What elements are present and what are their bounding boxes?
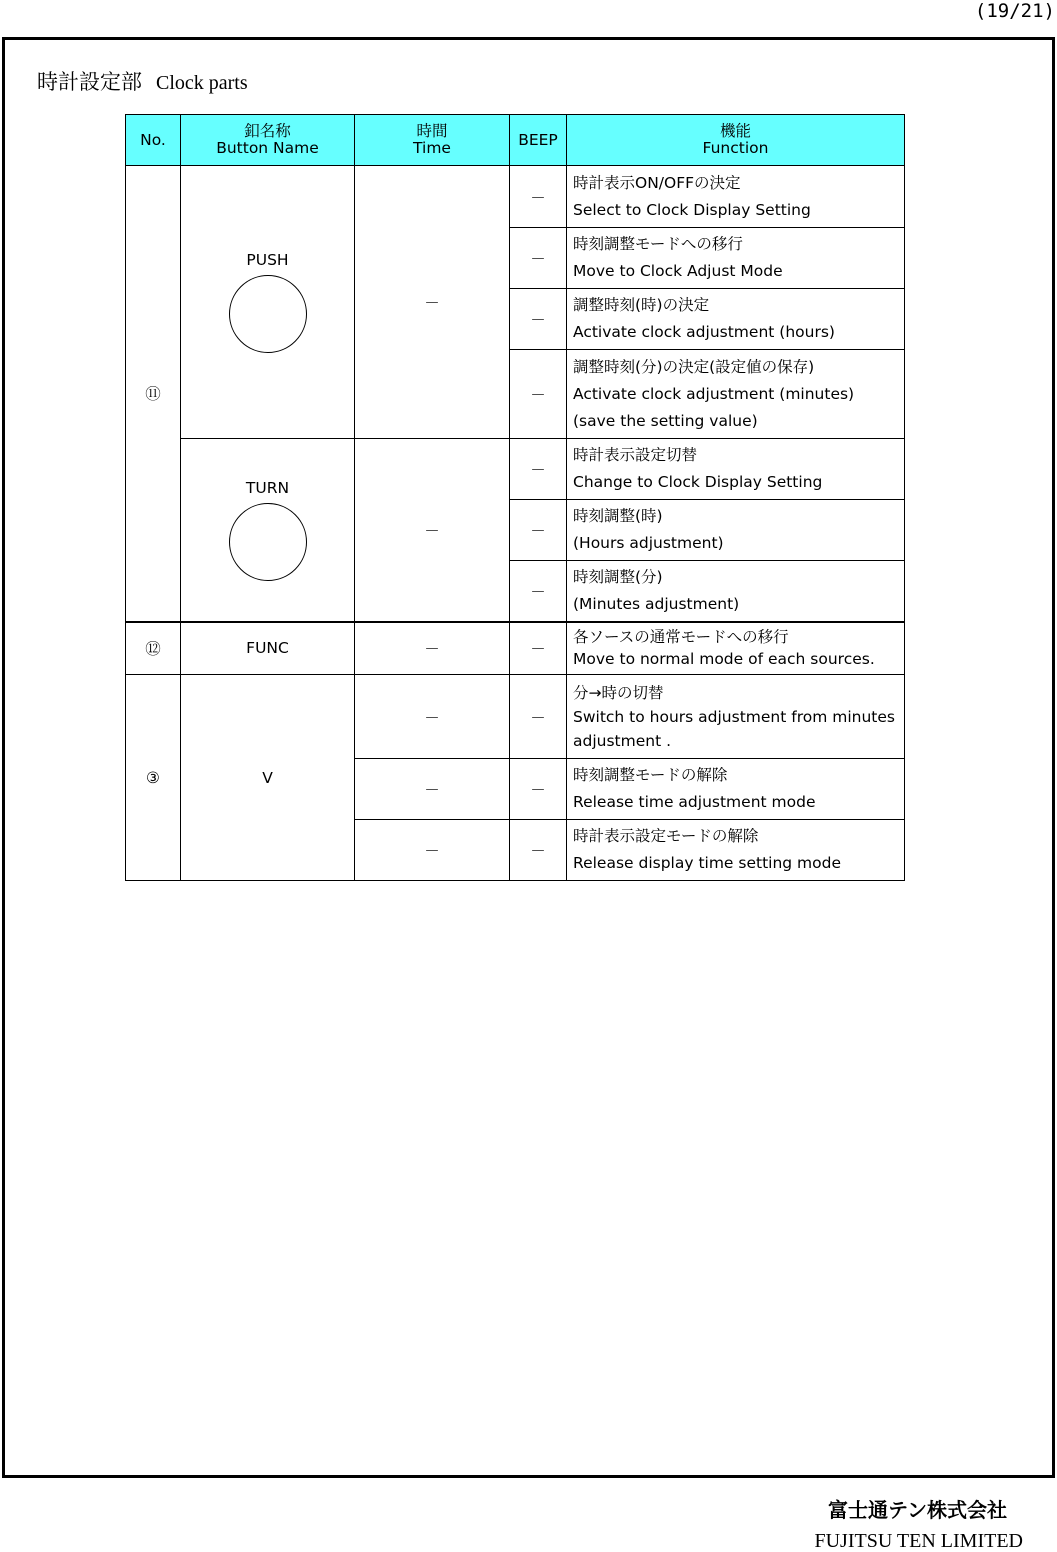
header-function-en: Function: [702, 139, 769, 157]
function-cell: [567, 622, 905, 675]
table-row: [126, 166, 905, 228]
function-cell: [567, 759, 905, 820]
button-name: PUSH: [246, 251, 289, 269]
time-cell: －: [355, 166, 510, 439]
time-cell: －: [355, 439, 510, 622]
header-beep: BEEP: [510, 115, 567, 166]
header-time: [355, 115, 510, 166]
header-button-ja: 釦名称: [244, 122, 291, 140]
group-no: ⑫: [126, 622, 181, 675]
function-cell: [567, 820, 905, 881]
function-ja: 時刻調整モードへの移行: [573, 235, 743, 253]
beep-cell: －: [510, 622, 567, 675]
header-button-en: Button Name: [216, 139, 319, 157]
group-no: ⑪: [126, 166, 181, 622]
knob-circle-icon: [229, 503, 307, 581]
header-time-en: Time: [413, 139, 451, 157]
section-title: [37, 66, 248, 96]
function-en: Release display time setting mode: [573, 854, 842, 872]
function-ja: 時刻調整モードの解除: [573, 766, 728, 784]
function-en: Activate clock adjustment (hours): [573, 323, 835, 341]
header-function-ja: 機能: [719, 122, 751, 140]
function-ja: 時計表示設定切替: [573, 446, 698, 464]
function-ja: 時計表示ON/OFFの決定: [573, 173, 741, 192]
function-en: (Hours adjustment): [573, 534, 724, 552]
title-en: Clock parts: [156, 72, 248, 94]
function-ja: 調整時刻(分)の決定(設定値の保存): [573, 357, 815, 376]
function-en: Select to Clock Display Setting: [573, 200, 811, 219]
header-button: [181, 115, 355, 166]
beep-cell: －: [510, 439, 567, 500]
header-row: [126, 115, 905, 166]
beep-cell: －: [510, 500, 567, 561]
group-no: ③: [126, 675, 181, 881]
function-ja: 各ソースの通常モードへの移行: [573, 628, 789, 647]
function-ja: 分→時の切替: [573, 683, 664, 702]
button-name: TURN: [245, 478, 290, 497]
button-func: FUNC: [181, 622, 355, 675]
table-row: [126, 622, 905, 675]
function-cell: [567, 439, 905, 500]
function-en: Switch to hours adjustment from minutes adjustment .: [573, 707, 895, 750]
function-ja: 時計表示設定モードの解除: [573, 827, 759, 845]
clock-parts-table: [125, 114, 905, 881]
time-cell: －: [355, 675, 510, 759]
knob-circle-icon: [229, 275, 307, 353]
time-cell: －: [355, 820, 510, 881]
header-time-ja: 時間: [416, 122, 448, 140]
function-cell: [567, 500, 905, 561]
function-cell: [567, 228, 905, 289]
button-v: V: [181, 675, 355, 881]
button-turn: [181, 439, 355, 622]
function-cell: [567, 289, 905, 350]
beep-cell: －: [510, 289, 567, 350]
function-ja: 時刻調整(時): [573, 507, 663, 525]
function-en: Move to normal mode of each sources.: [573, 650, 875, 669]
function-cell: [567, 166, 905, 228]
function-cell: [567, 561, 905, 622]
beep-cell: －: [510, 561, 567, 622]
table-row: [126, 675, 905, 759]
function-en: Activate clock adjustment (minutes): [573, 384, 855, 403]
function-en: Move to Clock Adjust Mode: [573, 262, 783, 280]
time-cell: －: [355, 622, 510, 675]
function-en: (Minutes adjustment): [573, 594, 740, 613]
beep-cell: －: [510, 350, 567, 439]
function-cell: [567, 675, 905, 759]
beep-cell: －: [510, 675, 567, 759]
beep-cell: －: [510, 228, 567, 289]
company-name-en: FUJITSU TEN LIMITED: [814, 1530, 1023, 1552]
function-en: Release time adjustment mode: [573, 793, 816, 811]
beep-cell: －: [510, 166, 567, 228]
header-no: No.: [126, 115, 181, 166]
function-cell: [567, 350, 905, 439]
table-row: [126, 439, 905, 500]
function-en: Change to Clock Display Setting: [573, 473, 823, 491]
header-function: [567, 115, 905, 166]
title-ja: 時計設定部: [37, 70, 142, 94]
page-number: (19/21): [974, 0, 1055, 22]
button-push: [181, 166, 355, 439]
time-cell: －: [355, 759, 510, 820]
beep-cell: －: [510, 820, 567, 881]
company-name-ja: 富士通テン株式会社: [828, 1498, 1007, 1522]
function-ja: 調整時刻(時)の決定: [573, 296, 710, 314]
function-en-note: (save the setting value): [573, 411, 758, 430]
beep-cell: －: [510, 759, 567, 820]
function-ja: 時刻調整(分): [573, 567, 663, 586]
